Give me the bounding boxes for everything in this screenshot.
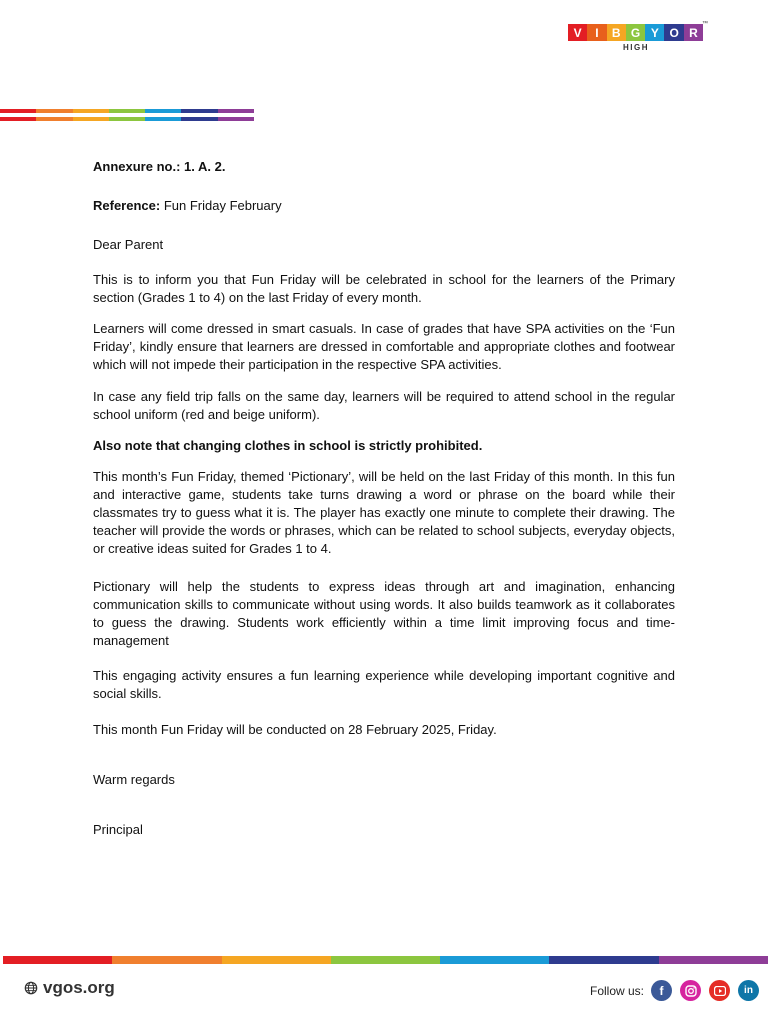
stripe-row <box>0 117 254 121</box>
color-stripe-segment <box>36 109 72 113</box>
color-stripe-segment <box>218 109 254 113</box>
stripe-row <box>0 109 254 113</box>
linkedin-icon[interactable]: in <box>738 980 759 1001</box>
logo-letter: B <box>607 24 626 41</box>
logo-letters <box>568 24 708 41</box>
facebook-icon[interactable]: f <box>651 980 672 1001</box>
logo-letter: Y <box>645 24 664 41</box>
color-stripe-segment <box>181 117 217 121</box>
footer-color-bar <box>3 956 768 964</box>
color-stripe-segment <box>109 109 145 113</box>
color-stripe-segment <box>440 956 549 964</box>
website-text: vgos.org <box>43 978 115 997</box>
signature: Principal <box>93 822 143 837</box>
color-stripe-segment <box>3 956 112 964</box>
color-stripe-segment <box>112 956 221 964</box>
paragraph: This engaging activity ensures a fun learning experience while developing important cognitive and social skills. <box>93 668 675 701</box>
salutation: Dear Parent <box>93 237 164 252</box>
color-stripe-segment <box>222 956 331 964</box>
paragraph: This is to inform you that Fun Friday will be celebrated in school for the learners of the Primary section (Grades 1 to 4) on the last Friday of every month. <box>93 272 675 305</box>
reference-label: Reference: <box>93 198 161 213</box>
paragraph: Learners will come dressed in smart casuals. In case of grades that have SPA activities on the ‘Fun Friday’, kindly ensure that learners are dressed in comfortable and appropriate clothes and footwear which will not impede their participation in the respective SPA activities. <box>93 321 675 372</box>
globe-icon <box>24 981 38 995</box>
follow-label: Follow us: <box>590 984 645 998</box>
logo-letter: I <box>587 24 606 41</box>
color-stripe-segment <box>73 109 109 113</box>
website-link[interactable] <box>24 978 115 998</box>
reference-line <box>93 197 675 215</box>
logo-letter: V <box>568 24 587 41</box>
color-stripe-segment <box>145 109 181 113</box>
color-stripe-segment <box>0 109 36 113</box>
annexure-number: Annexure no.: 1. A. 2. <box>93 159 226 174</box>
top-color-stripes <box>0 109 254 121</box>
letter-body <box>93 158 675 839</box>
paragraph: This month Fun Friday will be conducted on 28 February 2025, Friday. <box>93 722 497 737</box>
color-stripe-segment <box>549 956 658 964</box>
paragraph: Pictionary will help the students to express ideas through art and imagination, enhancing communication skills to communicate without using words. It also builds teamwork as it collaborates to guess the drawing. Students work efficiently within a time limit improving focus and time-management <box>93 579 675 648</box>
color-stripe-segment <box>0 117 36 121</box>
vibgyor-logo <box>568 21 708 56</box>
color-stripe-segment <box>659 956 768 964</box>
youtube-icon[interactable] <box>709 980 730 1001</box>
logo-letter: R <box>684 24 703 41</box>
color-stripe-segment <box>109 117 145 121</box>
closing: Warm regards <box>93 772 175 787</box>
logo-letter: G <box>626 24 645 41</box>
color-stripe-segment <box>331 956 440 964</box>
paragraph: In case any field trip falls on the same day, learners will be required to attend school in the regular school uniform (red and beige uniform). <box>93 389 675 422</box>
instagram-icon[interactable] <box>680 980 701 1001</box>
logo-trademark: ™ <box>702 21 708 27</box>
color-stripe-segment <box>181 109 217 113</box>
color-stripe-segment <box>145 117 181 121</box>
color-stripe-segment <box>218 117 254 121</box>
color-stripe-segment <box>73 117 109 121</box>
logo-letter: O <box>664 24 683 41</box>
paragraph: This month’s Fun Friday, themed ‘Pictionary’, will be held on the last Friday of this month. In this fun and interactive game, students take turns drawing a word or phrase on the board while their classmates try to guess what it is. The player has exactly one minute to complete their drawing. The teacher will provide the words or phrases, which can be related to school subjects, everyday objects, or creative ideas suited for Grades 1 to 4. <box>93 469 675 556</box>
logo-subtitle: HIGH <box>623 43 649 52</box>
important-notice: Also note that changing clothes in school is strictly prohibited. <box>93 438 483 453</box>
color-stripe-segment <box>36 117 72 121</box>
reference-value: Fun Friday February <box>163 198 282 213</box>
